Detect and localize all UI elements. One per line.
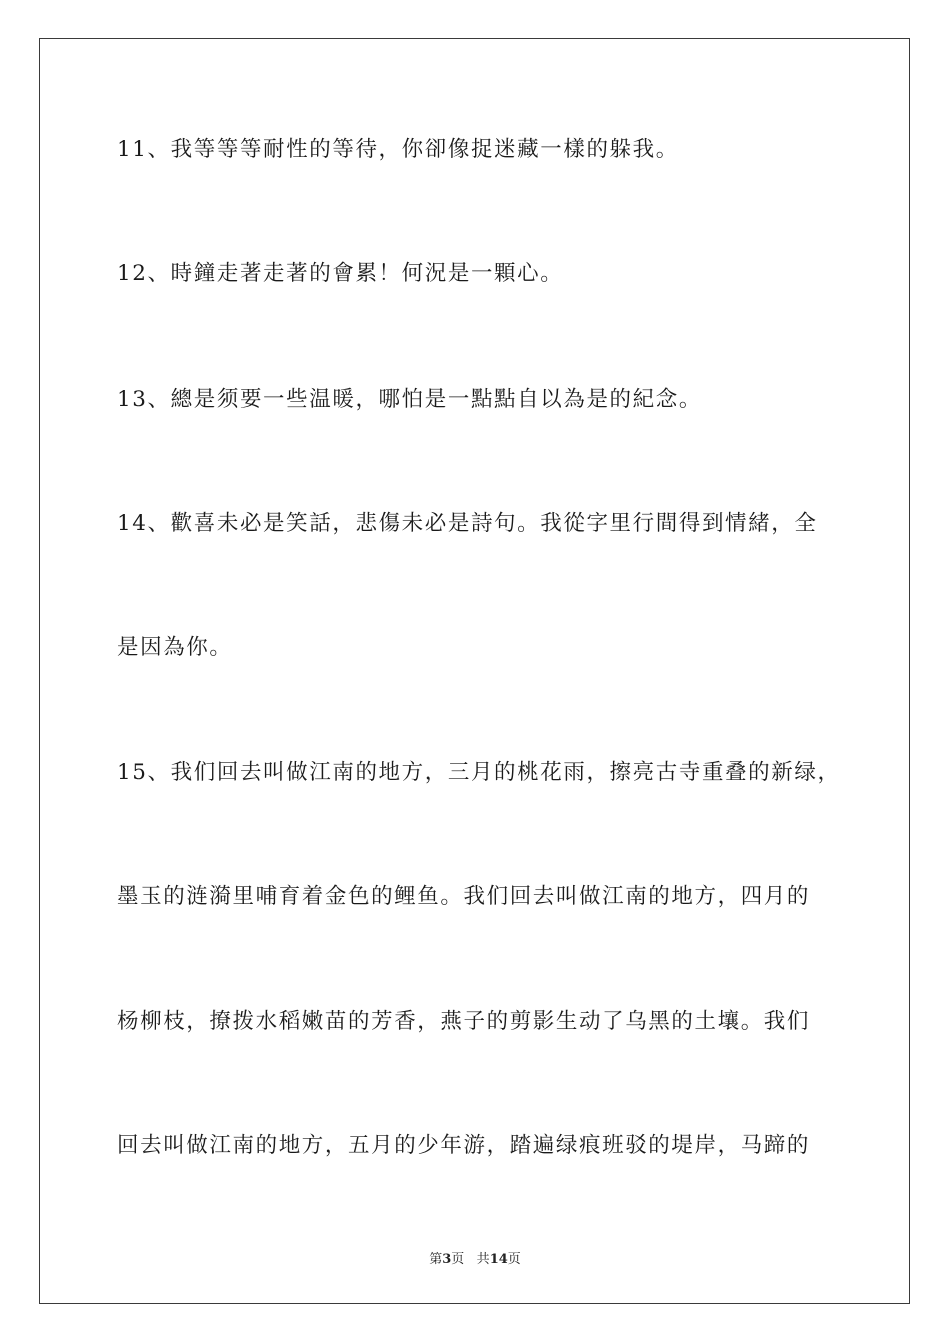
page-footer (0, 1248, 950, 1267)
text-line: 12、時鐘走著走著的會累！何況是一顆心。 (117, 261, 564, 286)
text-line: 杨柳枝，撩拨水稻嫩苗的芳香，燕子的剪影生动了乌黑的土壤。我们 (117, 1009, 811, 1034)
footer-page-unit: 页 (451, 1252, 465, 1267)
page-border (39, 38, 910, 1304)
text-line: 14、歡喜未必是笑話，悲傷未必是詩句。我從字里行間得到情緒，全 (117, 511, 818, 536)
footer-total-prefix: 共 (476, 1252, 490, 1267)
text-line: 墨玉的涟漪里哺育着金色的鲤鱼。我们回去叫做江南的地方，四月的 (117, 884, 811, 909)
text-line: 13、總是须要一些温暖，哪怕是一點點自以為是的紀念。 (117, 387, 702, 412)
footer-total-unit: 页 (507, 1252, 521, 1267)
text-line: 15、我们回去叫做江南的地方，三月的桃花雨，擦亮古寺重叠的新绿， (117, 760, 841, 785)
text-line: 回去叫做江南的地方，五月的少年游，踏遍绿痕班驳的堤岸，马蹄的 (117, 1133, 811, 1158)
total-pages-number: 14 (489, 1252, 508, 1267)
current-page-number: 3 (442, 1252, 452, 1267)
text-line: 是因為你。 (117, 635, 233, 660)
text-line: 11、我等等等耐性的等待，你卻像捉迷藏一樣的躲我。 (117, 137, 679, 162)
footer-prefix: 第 (429, 1252, 443, 1267)
